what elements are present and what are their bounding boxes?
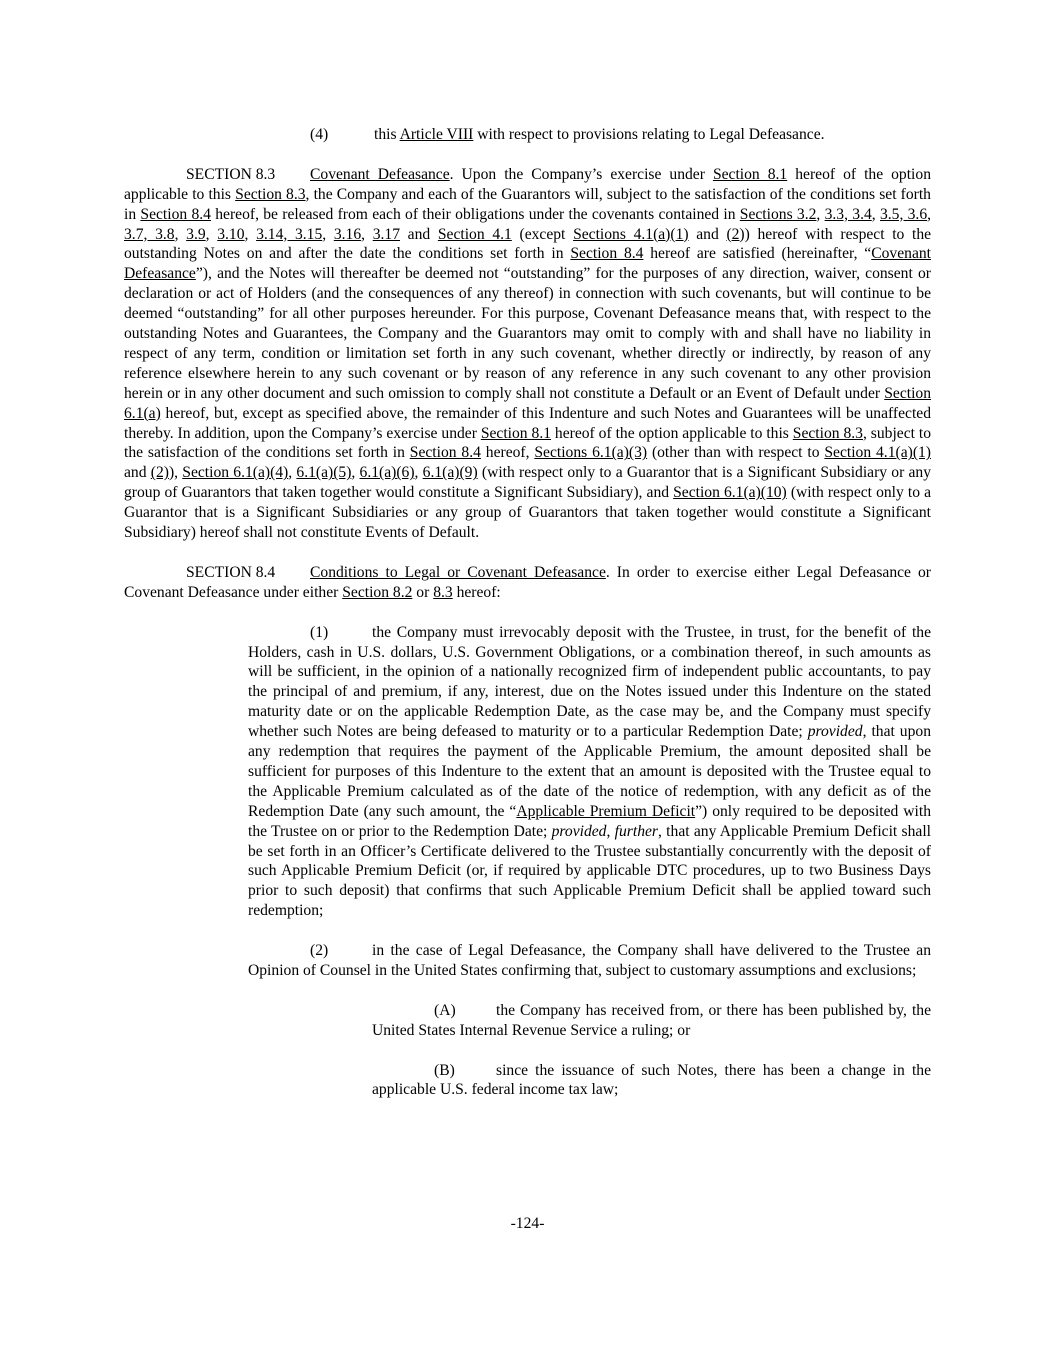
cross-reference: 8.3 xyxy=(433,583,453,601)
clause-number: (1) xyxy=(310,623,329,641)
cross-reference: Section 8.4 xyxy=(140,205,211,223)
cross-reference: Sections 3.2 xyxy=(739,205,817,223)
clause-number: (4) xyxy=(310,126,329,143)
cross-reference: 6.1(a)(9) xyxy=(422,464,478,482)
cross-reference: 3.3, 3.4 xyxy=(824,205,872,223)
section-8-3: SECTION 8.3 Covenant Defeasance. Upon the Company’s exercise under Section 8.1 hereof of the option applicable to this Section 8.3, the Company and each of the Guarantors will, subject to the satisfaction of the conditions set forth in Section 8.4 hereof, be released from each of their obligations under the covenants contained in Sections 3.2, 3.3, 3.4, 3.5, 3.6, 3.7, 3.8, 3.9, 3.10, 3.14, 3.15, 3.16, 3.17 and Section 4.1 (except Sections 4.1(a)(1) and (2)) hereof with respect to the outstanding Notes on and after the date the conditions set forth in Section 8.4 hereof are satisfied (hereinafter, “Covenant Defeasance”), and the Notes will thereafter be deemed not “outstanding” for the purposes of any direction, waiver, consent or declaration or act of Holders (and the consequences of any thereof) in connection with such covenants, but will continue to be deemed “outstanding” for all other purposes hereunder. For this purpose, Covenant Defeasance means that, with respect to the outstanding Notes and Guarantees, the Company and the Guarantors may omit to comply with and shall have no liability in respect of any term, condition or limitation set forth in any such covenant, whether directly or indirectly, by reason of any reference elsewhere herein to any such covenant or by reason of any reference in any such covenant to any other provision herein or in any other document and such omission to comply shall not constitute a Default or an Event of Default under Section 6.1(a) hereof, but, except as specified above, the remainder of this Indenture and such Notes and Guarantees will be unaffected thereby. In addition, upon the Company’s exercise under Section 8.1 hereof of the option applicable to this Section 8.3, subject to the satisfaction of the conditions set forth in Section 8.4 hereof, Sections 6.1(a)(3) (other than with respect to Section 4.1(a)(1) and (2)), Section 6.1(a)(4), 6.1(a)(5), 6.1(a)(6), 6.1(a)(9) (with respect only to a Guarantor that is a Significant Subsidiary or any group of Guarantors that taken together would constitute a Significant Subsidiary), and Section 6.1(a)(10) (with respect only to a Guarantor that is a Significant Subsidiaries or any group of Guarantors that taken together would constitute a Significant Subsidiary) hereof shall not constitute Events of Default. xyxy=(124,165,932,542)
condition-2: (2) in the case of Legal Defeasance, the Company shall have delivered to the Trustee an Opinion of Counsel in the United States confirming that, subject to customary assumptions and exclusions; xyxy=(248,942,931,979)
cross-reference: Article VIII xyxy=(399,126,474,143)
cross-reference: 3.14, 3.15 xyxy=(256,225,323,243)
section-heading: SECTION 8.3 xyxy=(186,165,276,183)
cross-reference: Sections 4.1(a)(1) xyxy=(573,225,689,243)
cross-reference: Section 8.4 xyxy=(570,245,644,263)
cross-reference: 3.10 xyxy=(217,225,245,243)
page-number: -124- xyxy=(510,1215,545,1232)
cross-reference: Section 8.1 xyxy=(480,424,552,442)
cross-reference: Section 4.1(a)(1) xyxy=(824,444,931,462)
clause-number: (A) xyxy=(434,1001,456,1019)
cross-reference: 3.16 xyxy=(333,225,362,243)
emphasis: provided xyxy=(807,723,863,741)
cross-reference: Section 8.3 xyxy=(792,424,863,442)
clause-4: (4) this Article VIII with respect to provisions relating to Legal Defeasance. xyxy=(310,126,825,143)
section-heading: SECTION 8.4 xyxy=(186,563,276,581)
cross-reference: 6.1(a)(5) xyxy=(296,464,352,482)
emphasis: further xyxy=(614,822,658,840)
cross-reference: 6.1(a)(6) xyxy=(359,464,415,482)
cross-reference: Section 8.3 xyxy=(235,185,306,203)
condition-2-b: (B) since the issuance of such Notes, there has been a change in the applicable U.S. federal income tax law; xyxy=(372,1061,931,1099)
cross-reference: 3.5, 3.6 xyxy=(879,205,928,223)
cross-reference: (2) xyxy=(150,464,169,482)
defined-term: Applicable Premium Deficit xyxy=(516,802,696,820)
cross-reference: Section 8.2 xyxy=(342,583,413,601)
clause-number: (2) xyxy=(310,942,329,960)
cross-reference: Section 6.1(a)(4) xyxy=(182,464,289,482)
condition-2-a: (A) the Company has received from, or there has been published by, the United States Internal Revenue Service a ruling; or xyxy=(372,1001,931,1039)
cross-reference: (2) xyxy=(726,225,745,243)
clause-number: (B) xyxy=(434,1061,455,1079)
cross-reference: Section 8.4 xyxy=(409,444,481,462)
cross-reference: Section 6.1(a)(10) xyxy=(673,484,787,502)
cross-reference: Section 6.1(a) xyxy=(124,384,931,422)
section-title: Covenant Defeasance xyxy=(310,165,450,183)
defined-term: Covenant Defeasance xyxy=(124,245,931,283)
cross-reference: Section 4.1 xyxy=(437,225,512,243)
cross-reference: 3.17 xyxy=(372,225,400,243)
section-8-4: SECTION 8.4 Conditions to Legal or Covenant Defeasance. In order to exercise either Legal Defeasance or Covenant Defeasance under either Section 8.2 or 8.3 hereof: xyxy=(124,563,932,601)
emphasis: provided xyxy=(551,822,607,840)
condition-1: (1) the Company must irrevocably deposit with the Trustee, in trust, for the benefit of the Holders, cash in U.S. dollars, U.S. Government Obligations, or a combination thereof, in such amounts as will be sufficient, in the opinion of a nationally recognized firm of independent public accountants, to pay the principal of and premium, if any, interest, due on the Notes issued under this Indenture on the stated maturity date or on the applicable Redemption Date, as the case may be, and the Company must specify whether such Notes are being defeased to maturity or to a particular Redemption Date; provided, that upon any redemption that requires the payment of the Applicable Premium, the amount deposited shall be sufficient for purposes of this Indenture to the extent that an amount is deposited with the Trustee equal to the Applicable Premium calculated as of the date of the notice of redemption, with any deficit as of the Redemption Date (any such amount, the “Applicable Premium Deficit”) only required to be deposited with the Trustee on or prior to the Redemption Date; provided, further, that any Applicable Premium Deficit shall be set forth in an Officer’s Certificate delivered to the Trustee substantially concurrently with the deposit of such Applicable Premium Deficit (or, if required by applicable DTC procedures, up to two Business Days prior to such deposit) that confirms that such Applicable Premium Deficit shall be applied toward such redemption; xyxy=(248,623,931,920)
section-title: Conditions to Legal or Covenant Defeasance xyxy=(310,563,606,581)
cross-reference: 3.7, 3.8 xyxy=(124,225,175,243)
cross-reference: Section 8.1 xyxy=(712,165,788,183)
cross-reference: Sections 6.1(a)(3) xyxy=(534,444,648,462)
cross-reference: 3.9 xyxy=(186,225,206,243)
